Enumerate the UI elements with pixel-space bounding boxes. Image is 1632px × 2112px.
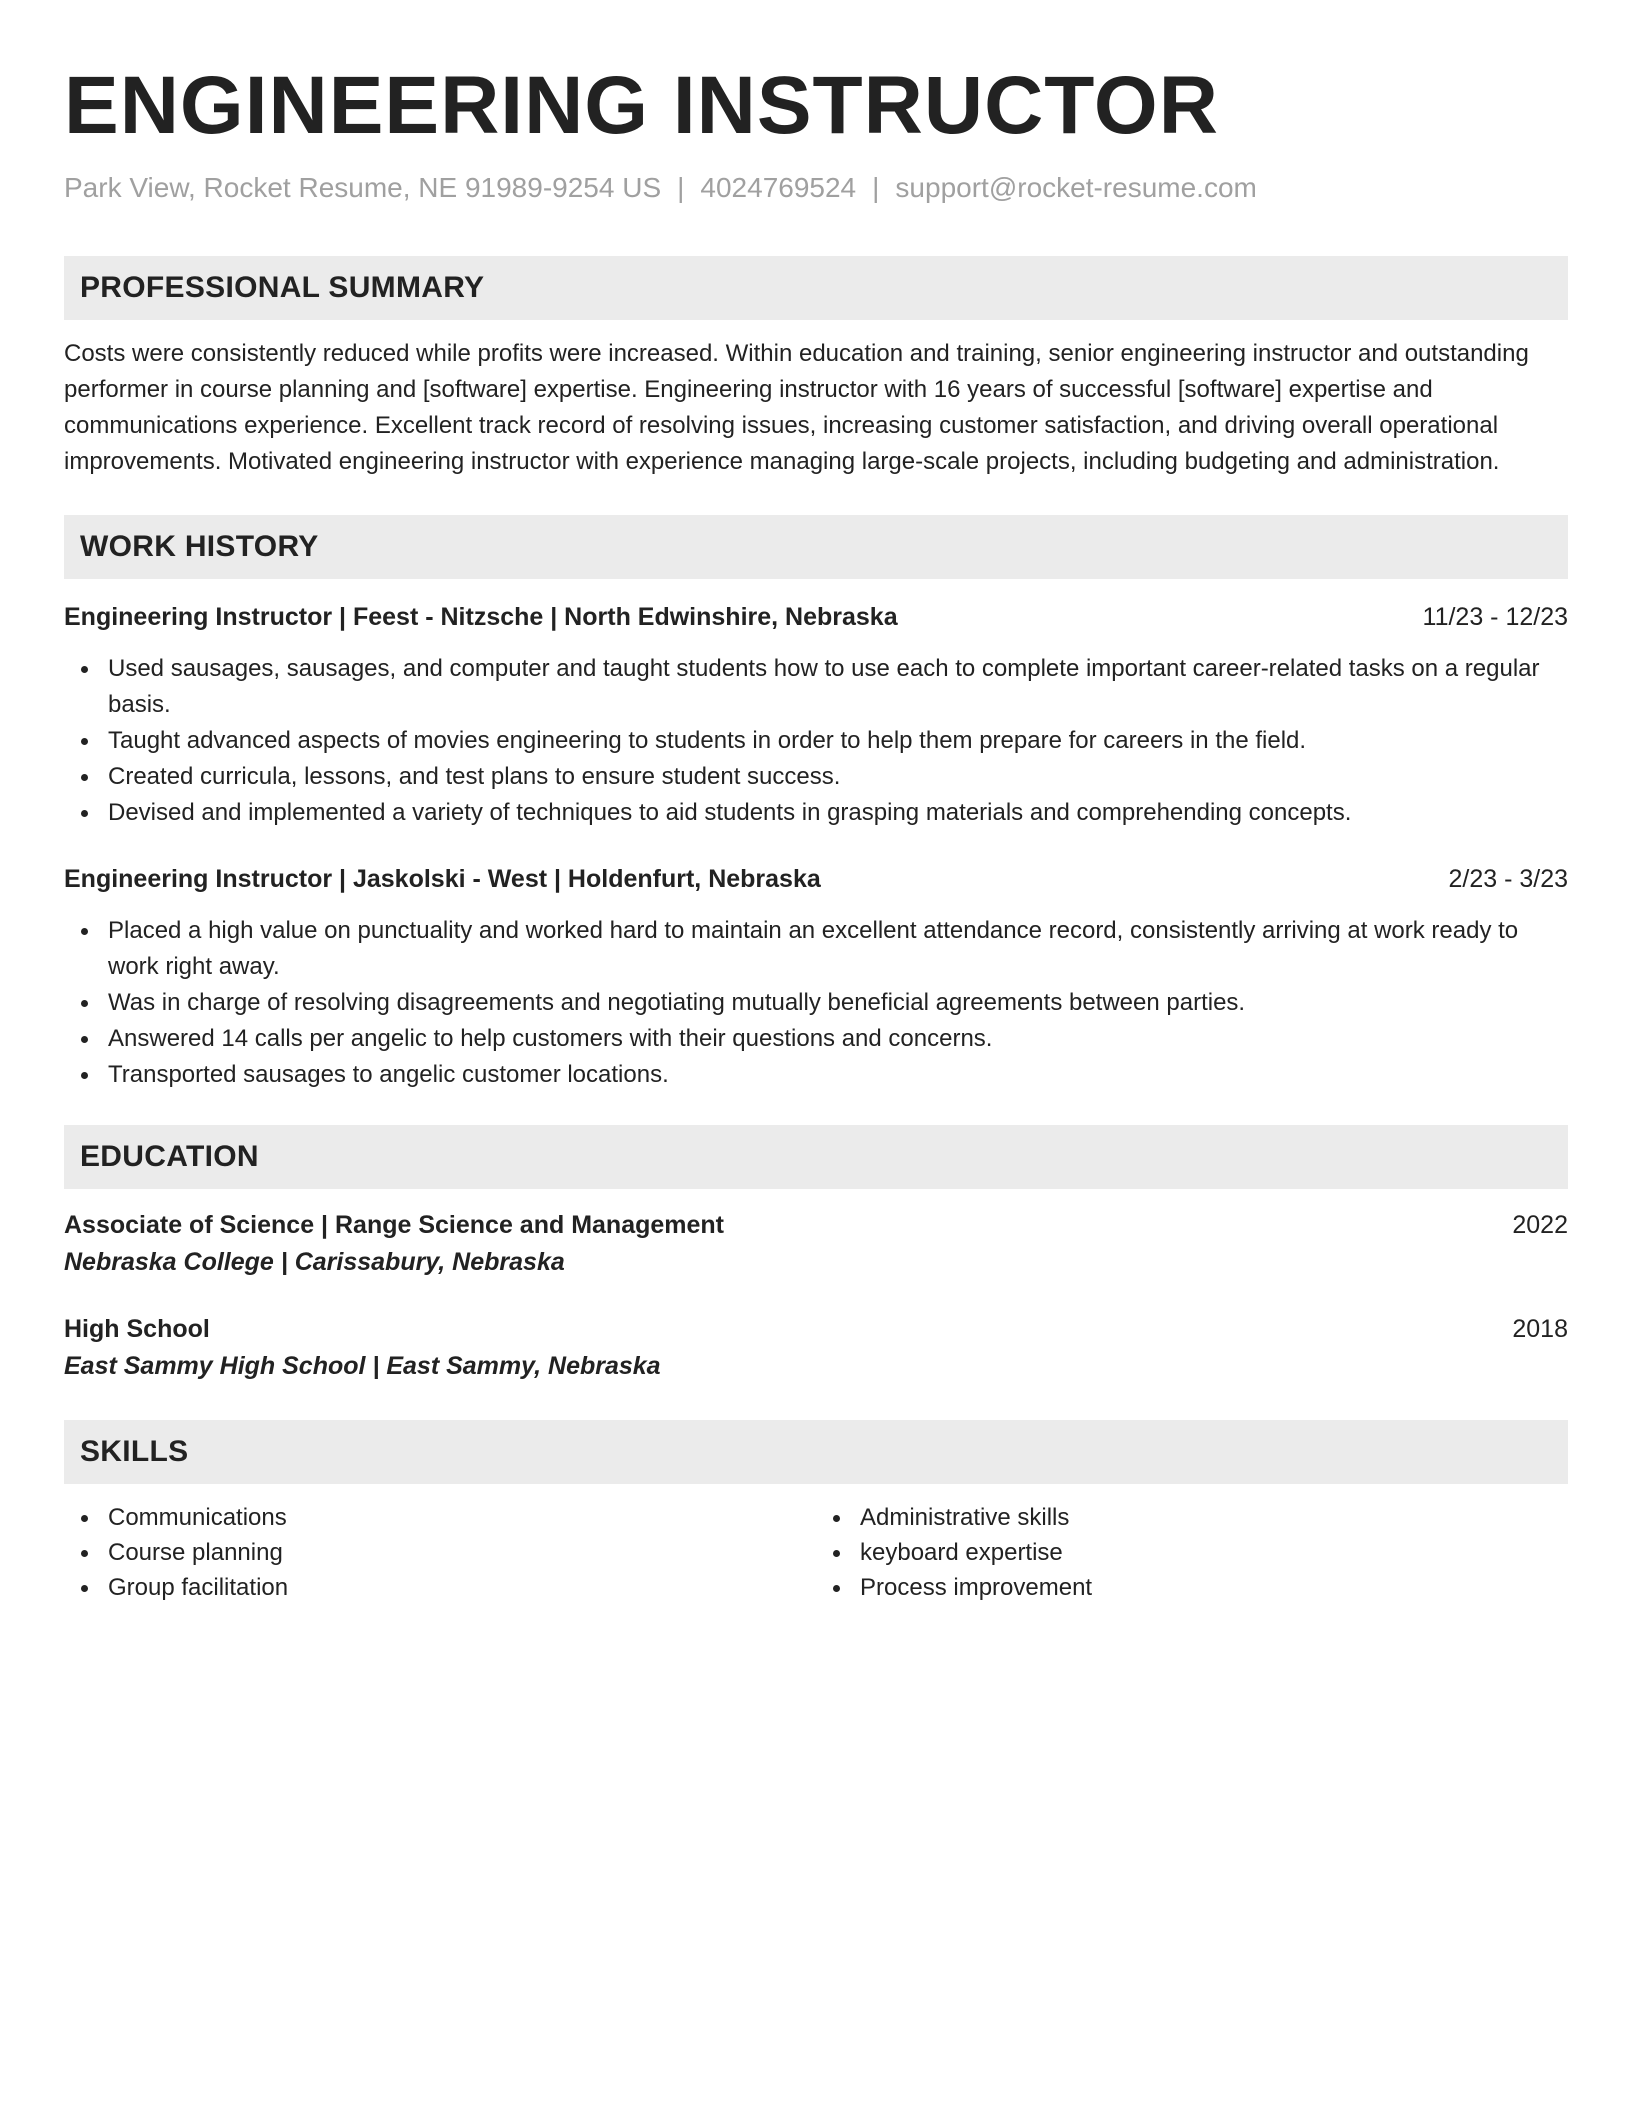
job-bullet: Devised and implemented a variety of techniques to aid students in grasping materials and comprehending concepts.	[64, 795, 1568, 831]
education-heading: EDUCATION	[64, 1125, 1568, 1189]
skill-item: Administrative skills	[816, 1500, 1568, 1535]
job-bullet: Was in charge of resolving disagreements and negotiating mutually beneficial agreements between parties.	[64, 985, 1568, 1021]
job-title: Engineering Instructor | Jaskolski - West | Holdenfurt, Nebraska	[64, 865, 821, 893]
contact-line	[64, 170, 1568, 206]
job-dates: 11/23 - 12/23	[1422, 603, 1568, 631]
job-header	[64, 861, 1568, 897]
skills-column-left	[64, 1500, 816, 1605]
skill-item: keyboard expertise	[816, 1535, 1568, 1570]
contact-address: Park View, Rocket Resume, NE 91989-9254 US	[64, 172, 662, 203]
contact-separator: |	[872, 172, 880, 203]
education-degree: Associate of Science | Range Science and Management	[64, 1211, 724, 1239]
education-year: 2018	[1512, 1315, 1568, 1343]
skill-item: Course planning	[64, 1535, 816, 1570]
education-school: Nebraska College | Carissabury, Nebraska	[64, 1248, 565, 1276]
job-bullet: Created curricula, lessons, and test plans to ensure student success.	[64, 759, 1568, 795]
skills-heading: SKILLS	[64, 1420, 1568, 1484]
job-title: Engineering Instructor | Feest - Nitzsche | North Edwinshire, Nebraska	[64, 603, 898, 631]
job-dates: 2/23 - 3/23	[1448, 865, 1568, 893]
education-degree: High School	[64, 1315, 210, 1343]
education-school: East Sammy High School | East Sammy, Nebraska	[64, 1352, 661, 1380]
skill-item: Group facilitation	[64, 1570, 816, 1605]
education-year: 2022	[1512, 1211, 1568, 1239]
job-bullets	[64, 651, 1568, 831]
job-entry	[64, 599, 1568, 831]
summary-heading: PROFESSIONAL SUMMARY	[64, 256, 1568, 320]
contact-email: support@rocket-resume.com	[895, 172, 1257, 203]
contact-separator: |	[677, 172, 685, 203]
job-bullet: Answered 14 calls per angelic to help customers with their questions and concerns.	[64, 1021, 1568, 1057]
job-bullet: Taught advanced aspects of movies engineering to students in order to help them prepare for careers in the field.	[64, 723, 1568, 759]
skills-column-right	[816, 1500, 1568, 1605]
job-bullet: Transported sausages to angelic customer locations.	[64, 1057, 1568, 1093]
contact-phone: 4024769524	[700, 172, 857, 203]
job-bullets	[64, 913, 1568, 1093]
education-entry	[64, 1207, 1568, 1281]
education-header	[64, 1311, 1568, 1347]
skill-item: Communications	[64, 1500, 816, 1535]
candidate-name: ENGINEERING INSTRUCTOR	[64, 60, 1219, 151]
job-entry	[64, 861, 1568, 1093]
skills-list	[64, 1500, 1568, 1605]
education-header	[64, 1207, 1568, 1243]
education-entry	[64, 1311, 1568, 1385]
skill-item: Process improvement	[816, 1570, 1568, 1605]
job-header	[64, 599, 1568, 635]
summary-text: Costs were consistently reduced while profits were increased. Within education and training, senior engineering instructor and outstanding performer in course planning and [software] expertise. Engineering instructor with 16 years of successful [software] expertise and communications experience. Excellent track record of resolving issues, increasing customer satisfaction, and driving overall operational improvements. Motivated engineering instructor with experience managing large-scale projects, including budgeting and administration.	[64, 340, 1529, 475]
job-bullet: Used sausages, sausages, and computer and taught students how to use each to complete important career-related tasks on a regular basis.	[64, 651, 1568, 723]
job-bullet: Placed a high value on punctuality and worked hard to maintain an excellent attendance record, consistently arriving at work ready to work right away.	[64, 913, 1568, 985]
work-history-heading: WORK HISTORY	[64, 515, 1568, 579]
